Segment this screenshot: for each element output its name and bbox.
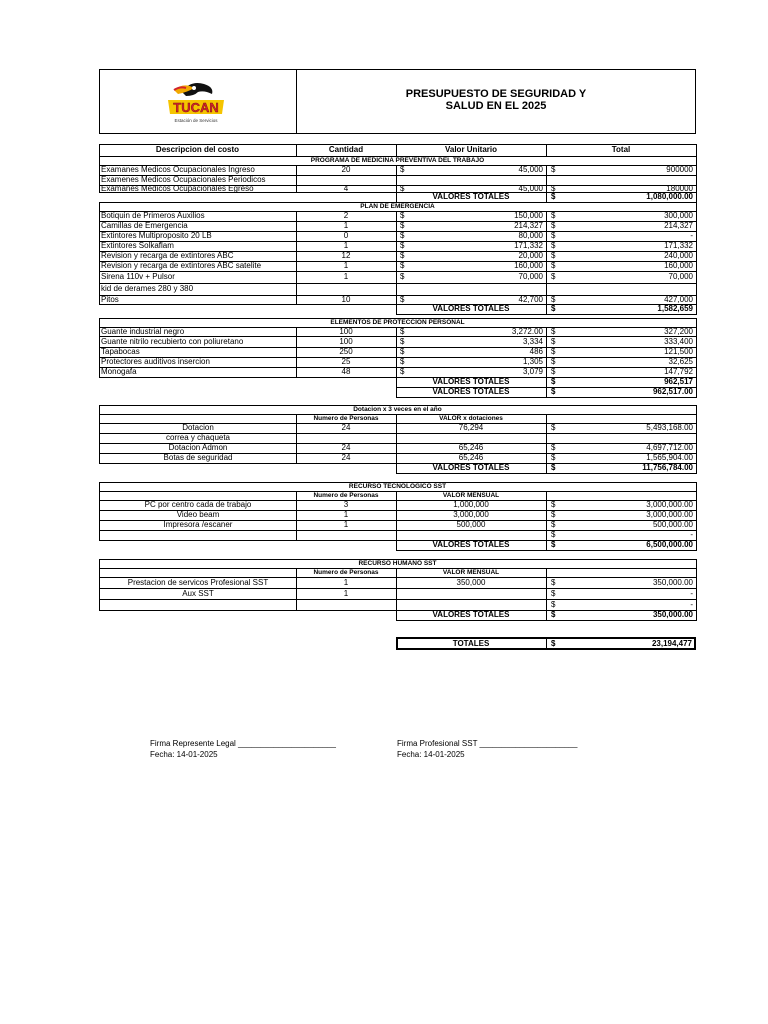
row-total: 500,000.00 [652, 520, 693, 529]
tucan-logo [164, 78, 228, 128]
row-unit-value: 500,000 [456, 520, 486, 529]
currency-sign: $ [400, 221, 405, 230]
svg-text:TUCAN: TUCAN [173, 100, 219, 115]
row-quantity: 2 [343, 211, 349, 220]
row-description: Examanes Medicos Ocupacionales Egreso [101, 185, 254, 192]
row-total: 5,493,168.00 [646, 423, 693, 432]
currency-sign: $ [551, 231, 556, 240]
currency-sign: $ [551, 165, 556, 174]
totals-label: VALORES TOTALES [432, 463, 510, 472]
row-total: 147,792 [664, 367, 693, 376]
totals-value: 11,756,784.00 [642, 463, 693, 472]
row-total: 32,625 [668, 357, 693, 366]
row-unit-value: 65,246 [458, 443, 484, 452]
row-description: Dotacion [182, 423, 214, 432]
currency-sign: $ [400, 211, 405, 220]
totals-value: 350,000.00 [652, 610, 693, 619]
section-title: Dotacion x 3 veces en el año [353, 406, 442, 413]
row-quantity: 24 [341, 453, 351, 462]
row-quantity: 0 [343, 231, 349, 240]
row-description: Impresora /escaner [163, 520, 233, 529]
grand-total-label: TOTALES [452, 639, 490, 648]
row-unit-value: 20,000 [518, 251, 543, 260]
row-total: 4,697,712.00 [646, 443, 693, 452]
subheader-qty: Numero de Personas [313, 492, 379, 499]
row-quantity: 1 [343, 241, 349, 250]
currency-sign: $ [551, 251, 556, 260]
currency-sign: $ [400, 367, 405, 376]
row-total: 3,000,000.00 [646, 500, 693, 509]
currency-sign: $ [551, 241, 556, 250]
row-quantity: 1 [343, 272, 349, 281]
row-quantity: 100 [339, 337, 353, 346]
subheader-unit: VALOR MENSUAL [442, 569, 500, 576]
currency-sign: $ [551, 211, 556, 220]
row-quantity: 1 [343, 510, 349, 519]
legal-rep-date: Fecha: 14-01-2025 [150, 750, 218, 759]
row-unit-value: 486 [529, 347, 543, 356]
row-quantity: 4 [343, 185, 349, 192]
currency-sign: $ [551, 261, 556, 270]
row-quantity: 100 [339, 327, 353, 336]
row-unit-value: 65,246 [458, 453, 484, 462]
currency-sign: $ [551, 185, 556, 192]
row-description: Video beam [176, 510, 220, 519]
section-title: ELEMENTOS DE PROTECCION PERSONAL [330, 319, 465, 326]
row-unit-value: 350,000 [456, 578, 486, 587]
section-title: PLAN DE EMERGENCIA [360, 203, 435, 210]
row-quantity: 1 [343, 520, 349, 529]
row-unit-value: 3,000,000 [453, 510, 489, 519]
row-quantity: 3 [343, 500, 349, 509]
row-description: Dotacion Admon [168, 443, 228, 452]
row-unit-value: 160,000 [514, 261, 543, 270]
currency-sign: $ [551, 510, 556, 519]
column-header: Descripcion del costo [155, 145, 240, 154]
row-total: 171,332 [664, 241, 693, 250]
row-quantity: 1 [343, 578, 349, 587]
row-total: 1,565,904.00 [646, 453, 693, 462]
currency-sign: $ [551, 520, 556, 529]
row-quantity: 24 [341, 423, 351, 432]
row-quantity: 10 [341, 295, 351, 304]
row-description: Aux SST [182, 589, 214, 598]
currency-sign: $ [551, 367, 556, 376]
row-total: 240,000 [664, 251, 693, 260]
currency-sign: $ [551, 347, 556, 356]
currency-sign: $ [400, 241, 405, 250]
row-quantity: 20 [341, 165, 351, 174]
row-description: correa y chaqueta [165, 433, 231, 442]
totals-value: 962,517.00 [652, 387, 693, 396]
totals-label: VALORES TOTALES [432, 192, 510, 201]
row-description: Protectores auditivos insercion [101, 357, 210, 366]
currency-sign: $ [551, 639, 556, 648]
row-total: 350,000.00 [652, 578, 693, 587]
row-description: Sirena 110v + Pulsor [101, 272, 175, 281]
row-total: - [690, 600, 693, 609]
row-unit-value: 45,000 [518, 185, 543, 192]
totals-label: VALORES TOTALES [432, 387, 510, 396]
currency-sign: $ [551, 423, 556, 432]
totals-value: 1,080,000.00 [646, 192, 693, 201]
row-description: Examenes Medicos Ocupacionales Periodicos [101, 175, 266, 184]
row-unit-value: 3,334 [522, 337, 543, 346]
currency-sign: $ [400, 261, 405, 270]
subheader-qty: Numero de Personas [313, 415, 379, 422]
totals-value: 1,582,659 [657, 304, 693, 313]
currency-sign: $ [400, 231, 405, 240]
row-description: Botiquin de Primeros Auxilios [101, 211, 205, 220]
row-quantity: 24 [341, 443, 351, 452]
totals-value: 6,500,000.00 [646, 540, 693, 549]
currency-sign: $ [551, 463, 556, 472]
row-unit-value: 45,000 [518, 165, 543, 174]
currency-sign: $ [551, 540, 556, 549]
row-unit-value: 80,000 [518, 231, 543, 240]
legal-rep-signature [150, 738, 336, 760]
subheader-qty: Numero de Personas [313, 569, 379, 576]
row-total: 214,327 [664, 221, 693, 230]
currency-sign: $ [551, 500, 556, 509]
currency-sign: $ [400, 165, 405, 174]
currency-sign: $ [400, 251, 405, 260]
row-description [101, 530, 295, 540]
grand-total-value: 23,194,477 [651, 639, 692, 648]
row-description: Guante industrial negro [101, 327, 185, 336]
row-total: 327,200 [664, 327, 693, 336]
currency-sign: $ [400, 357, 405, 366]
currency-sign: $ [400, 185, 405, 192]
row-description: Extintores Solkaflam [101, 241, 174, 250]
svg-text:Estación de Servicios: Estación de Servicios [174, 118, 218, 123]
row-total: 427,000 [664, 295, 693, 304]
row-description: Extintores Multiproposito 20 LB [101, 231, 212, 240]
currency-sign: $ [551, 387, 556, 396]
currency-sign: $ [551, 295, 556, 304]
currency-sign: $ [400, 347, 405, 356]
row-quantity: 1 [343, 221, 349, 230]
currency-sign: $ [551, 357, 556, 366]
section-title: RECURSO HUMANO SST [358, 560, 437, 567]
row-total: - [690, 231, 693, 240]
row-total: 121,500 [664, 347, 693, 356]
row-quantity: 25 [341, 357, 351, 366]
row-description: Prestacion de servicos Profesional SST [127, 578, 269, 587]
totals-label: VALORES TOTALES [432, 540, 510, 549]
row-total: 3,000,000.00 [646, 510, 693, 519]
row-total: 900000 [666, 165, 693, 174]
row-total: 180000 [666, 185, 693, 192]
totals-label: VALORES TOTALES [432, 377, 510, 386]
row-total: 333,400 [664, 337, 693, 346]
row-quantity: 48 [341, 367, 351, 376]
currency-sign: $ [551, 192, 556, 201]
currency-sign: $ [551, 600, 556, 609]
currency-sign: $ [551, 530, 556, 539]
currency-sign: $ [551, 589, 556, 598]
row-total: 70,000 [668, 272, 693, 281]
sst-signature [397, 738, 577, 760]
currency-sign: $ [400, 295, 405, 304]
currency-sign: $ [400, 337, 405, 346]
row-quantity: 250 [339, 347, 353, 356]
currency-sign: $ [551, 304, 556, 313]
row-description: Revision y recarga de extintores ABC satelite [101, 261, 262, 270]
currency-sign: $ [551, 221, 556, 230]
legal-rep-signature-line: Firma Represente Legal ______________________ [150, 739, 336, 748]
section-title: RECURSO TECNOLOGICO SST [348, 483, 447, 490]
totals-label: VALORES TOTALES [432, 610, 510, 619]
sst-signature-line: Firma Profesional SST ______________________ [397, 739, 578, 748]
row-description: kid de derames 280 y 380 [101, 284, 194, 293]
section-title: PROGRAMA DE MEDICINA PREVENTIVA DEL TRABAJO [310, 157, 485, 164]
row-description: Guante nitrilo recubierto con poliuretano [101, 337, 244, 346]
row-unit-value: 3,272.00 [511, 327, 543, 336]
row-unit-value: 214,327 [514, 221, 543, 230]
row-quantity: 1 [343, 261, 349, 270]
currency-sign: $ [551, 337, 556, 346]
row-unit-value: 42,700 [518, 295, 543, 304]
currency-sign: $ [551, 610, 556, 619]
row-unit-value: 1,000,000 [453, 500, 489, 509]
row-total: 160,000 [664, 261, 693, 270]
row-total: - [690, 530, 693, 539]
row-unit-value: 1,305 [522, 357, 543, 366]
currency-sign: $ [400, 272, 405, 281]
column-header: Valor Unitario [444, 145, 497, 154]
currency-sign: $ [551, 377, 556, 386]
row-unit-value: 76,294 [458, 423, 484, 432]
row-unit-value: 150,000 [514, 211, 543, 220]
currency-sign: $ [551, 327, 556, 336]
row-description: Monogafa [101, 367, 137, 376]
row-description: Pitos [101, 295, 119, 304]
row-description: Camillas de Emergencia [101, 221, 188, 230]
row-description: Botas de seguridad [163, 453, 233, 462]
page-title: PRESUPUESTO DE SEGURIDAD Y SALUD EN EL 2025 [405, 88, 587, 112]
row-unit-value: 70,000 [518, 272, 543, 281]
currency-sign: $ [551, 453, 556, 462]
row-description: Tapabocas [101, 347, 140, 356]
subheader-unit: VALOR x dotaciones [439, 415, 503, 422]
sst-date: Fecha: 14-01-2025 [397, 750, 465, 759]
row-description: Revision y recarga de extintores ABC [101, 251, 234, 260]
row-total: 300,000 [664, 211, 693, 220]
column-header: Total [611, 145, 631, 154]
currency-sign: $ [551, 443, 556, 452]
subheader-unit: VALOR MENSUAL [442, 492, 500, 499]
row-total: - [690, 589, 693, 598]
row-unit-value: 3,079 [522, 367, 543, 376]
row-quantity: 12 [341, 251, 351, 260]
totals-value: 962,517 [664, 377, 693, 386]
totals-label: VALORES TOTALES [432, 304, 510, 313]
row-quantity: 1 [343, 589, 349, 598]
row-description [101, 599, 295, 610]
currency-sign: $ [551, 272, 556, 281]
currency-sign: $ [551, 578, 556, 587]
row-unit-value: 171,332 [514, 241, 543, 250]
column-header: Cantidad [328, 145, 364, 154]
currency-sign: $ [400, 327, 405, 336]
row-description: Examanes Medicos Ocupacionales Ingreso [101, 165, 255, 174]
row-description: PC por centro cada de trabajo [144, 500, 252, 509]
document-header [99, 69, 696, 134]
